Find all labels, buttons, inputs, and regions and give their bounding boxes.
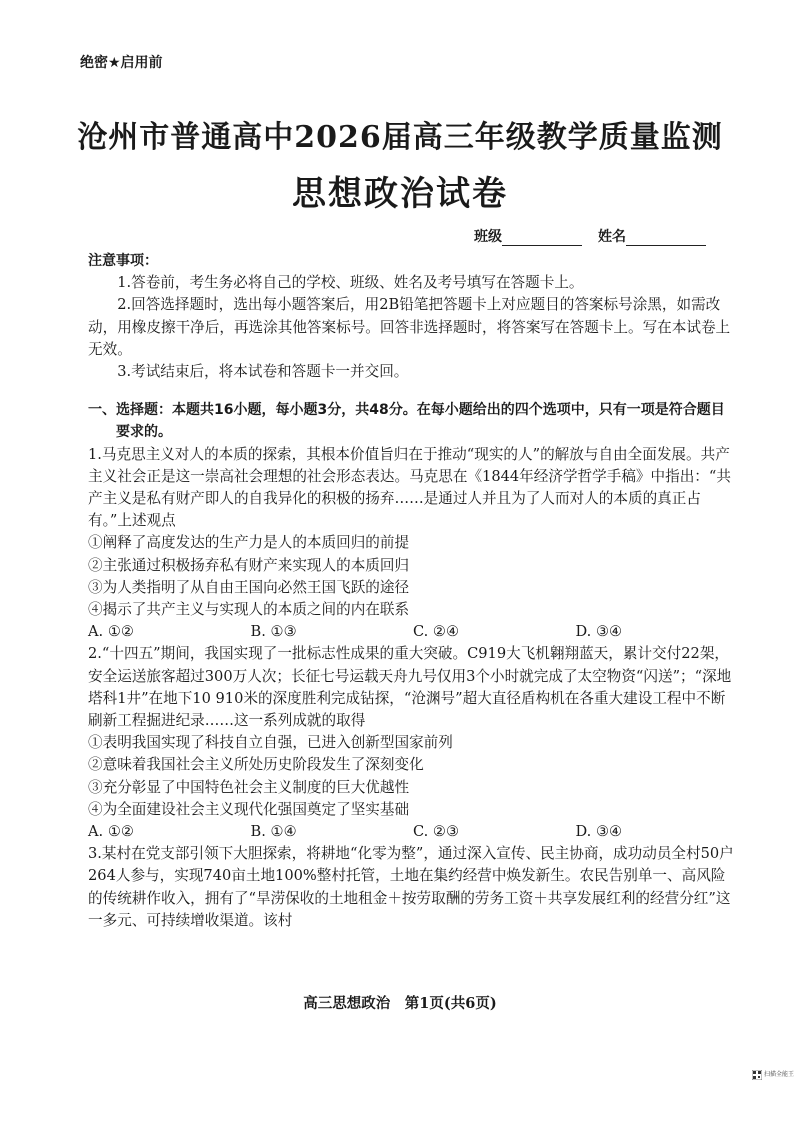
notes-heading: 注意事项： xyxy=(88,253,158,269)
choice-a: A. ①② xyxy=(88,623,134,641)
section-heading: 一、选择题：本题共16小题，每小题3分，共48分。在每小题给出的四个选项中，只有一项是符合题目要求的。 xyxy=(88,402,725,441)
question-option: ③充分彰显了中国特色社会主义制度的巨大优越性 xyxy=(88,778,410,796)
exam-title: 沧州市普通高中2026届高三年级教学质量监测 xyxy=(77,120,723,155)
exam-body xyxy=(88,250,738,932)
choice-c: C. ②④ xyxy=(413,623,460,641)
confidential-mark: 绝密★启用前 xyxy=(80,55,163,71)
choice-c: C. ②③ xyxy=(413,823,460,841)
question-option: ③为人类指明了从自由王国向必然王国飞跃的途径 xyxy=(88,578,410,596)
note-item: 2.回答选择题时，选出每小题答案后，用2B铅笔把答题卡上对应题目的答案标号涂黑，如需改动，用橡皮擦干净后，再选涂其他答案标号。回答非选择题时，将答案写在答题卡上。写在本试卷上无效。 xyxy=(88,296,731,358)
note-item: 3.考试结束后，将本试卷和答题卡一并交回。 xyxy=(117,363,409,381)
qr-code-icon xyxy=(752,1070,762,1080)
choice-b: B. ①③ xyxy=(250,623,297,641)
page-footer: 高三思想政治 第1页(共6页) xyxy=(303,995,497,1012)
answer-choices xyxy=(88,621,738,643)
question-stem: 2.“十四五”期间，我国实现了一批标志性成果的重大突破。C919大飞机翱翔蓝天，累计交付22架，安全运送旅客超过300万人次；长征七号运载天舟九号仅用3个小时就完成了太空物资“闪送”；“深地塔科1井”在地下10 910米的深度胜利完成钻探，“沧渊号”超大直径盾构机在各重大建设工程中不断刷新工程掘进纪录……这一系列成就的取得 xyxy=(88,645,732,730)
name-label: 姓名 xyxy=(598,229,626,245)
answer-choices xyxy=(88,821,738,843)
question-option: ②意味着我国社会主义所处历史阶段发生了深刻变化 xyxy=(88,756,424,774)
question-option: ④揭示了共产主义与实现人的本质之间的内在联系 xyxy=(88,601,410,619)
question-2 xyxy=(88,643,738,843)
question-3 xyxy=(88,843,738,932)
name-blank xyxy=(626,231,706,246)
question-1 xyxy=(88,444,738,644)
choice-d: D. ③④ xyxy=(575,623,623,641)
question-stem: 1.马克思主义对人的本质的探索，其根本价值旨归在于推动“现实的人”的解放与自由全面发展。共产主义社会正是这一崇高社会理想的社会形态表达。马克思在《1844年经济学哲学手稿》中指出：“共产主义是私有财产即人的自我异化的积极的扬弃……是通过人并且为了人而对人的本质的真正占有。”上述观点 xyxy=(88,445,731,530)
choice-d: D. ③④ xyxy=(575,823,623,841)
exam-subject-title: 思想政治试卷 xyxy=(292,174,508,214)
class-blank xyxy=(502,231,582,246)
class-name-line xyxy=(474,226,706,246)
question-option: ②主张通过积极扬弃私有财产来实现人的本质回归 xyxy=(88,556,410,574)
question-stem: 3.某村在党支部引领下大胆探索，将耕地“化零为整”，通过深入宣传、民主协商，成功动员全村50户264人参与，实现740亩土地100%整村托管，土地在集约经营中焕发新生。农民告别单一、高风险的传统耕作收入，拥有了“旱涝保收的土地租金＋按劳取酬的劳务工资＋共享发展红利的经营分红”这一多元、可持续增收渠道。该村 xyxy=(88,845,734,929)
question-option: ④为全面建设社会主义现代化强国奠定了坚实基础 xyxy=(88,800,410,818)
choice-b: B. ①④ xyxy=(250,823,297,841)
choice-a: A. ①② xyxy=(88,823,134,841)
question-option: ①表明我国实现了科技自立自强，已进入创新型国家前列 xyxy=(88,734,453,752)
note-item: 1.答卷前，考生务必将自己的学校、班级、姓名及考号填写在答题卡上。 xyxy=(117,274,584,292)
question-option: ①阐释了高度发达的生产力是人的本质回归的前提 xyxy=(88,534,410,552)
watermark-text: 扫描全能王 xyxy=(764,1071,795,1078)
class-label: 班级 xyxy=(474,229,502,245)
